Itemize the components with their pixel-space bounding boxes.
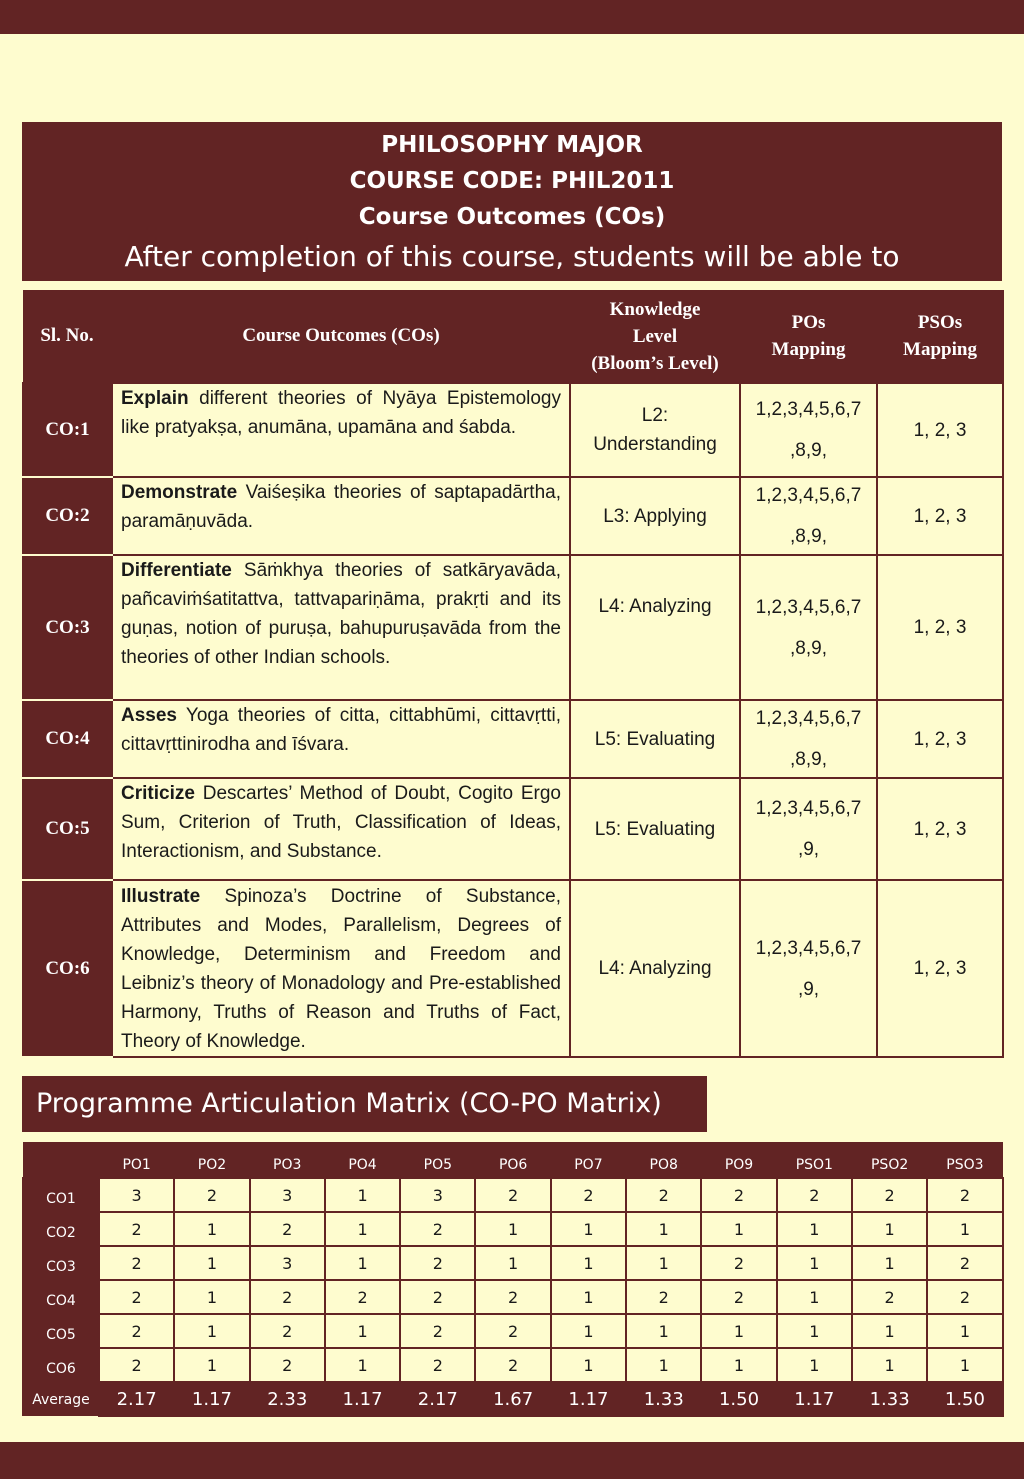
matrix-cell: 2 (927, 1178, 1002, 1212)
average-cell: 2.17 (400, 1382, 475, 1416)
psos-mapping: 1, 2, 3 (877, 383, 1003, 477)
average-cell: 1.17 (551, 1382, 626, 1416)
matrix-column-header: PO6 (475, 1142, 550, 1178)
matrix-cell: 2 (400, 1280, 475, 1314)
matrix-cell: 1 (701, 1314, 776, 1348)
section-intro: After completion of this course, students will be able to (124, 240, 900, 273)
matrix-cell: 2 (551, 1178, 626, 1212)
matrix-cell: 1 (852, 1314, 927, 1348)
header-psos-line1: PSOs (917, 312, 963, 333)
matrix-cell: 2 (99, 1212, 174, 1246)
table-row (23, 477, 1003, 555)
matrix-cell: 2 (777, 1178, 852, 1212)
average-cell: 1.67 (475, 1382, 550, 1416)
psos-mapping: 1, 2, 3 (877, 778, 1003, 880)
matrix-cell: 2 (400, 1212, 475, 1246)
co-text: Yoga theories of citta, cittabhūmi, cittavṛtti, cittavṛttinirodha and īśvara. (121, 705, 561, 755)
matrix-cell: 1 (475, 1246, 550, 1280)
matrix-cell: 1 (325, 1246, 400, 1280)
average-cell: 1.50 (701, 1382, 776, 1416)
matrix-row-label: CO2 (23, 1212, 99, 1246)
top-band (0, 0, 1024, 34)
pos-mapping (740, 477, 877, 555)
pos-line1: 1,2,3,4,5,6,7 (755, 399, 862, 420)
matrix-row (23, 1178, 1003, 1212)
co-text: Vaiśeṣika theories of saptapadārtha, paramāṇuvāda. (121, 482, 561, 532)
page-header (22, 122, 1002, 281)
knowledge-level: L3: Applying (570, 477, 740, 555)
matrix-cell: 1 (325, 1348, 400, 1382)
co-verb: Illustrate (121, 886, 201, 907)
pos-mapping (740, 778, 877, 880)
matrix-cell: 1 (325, 1314, 400, 1348)
section-title: Course Outcomes (COs) (358, 204, 666, 230)
table-row (23, 778, 1003, 880)
matrix-column-header: PSO1 (777, 1142, 852, 1178)
matrix-cell: 2 (626, 1178, 701, 1212)
matrix-cell: 1 (777, 1246, 852, 1280)
matrix-cell: 2 (852, 1280, 927, 1314)
co-number: CO:3 (23, 555, 112, 700)
matrix-cell: 1 (174, 1348, 249, 1382)
header-psos-line2: Mapping (903, 339, 977, 360)
matrix-cell: 2 (475, 1314, 550, 1348)
matrix-cell: 1 (551, 1280, 626, 1314)
matrix-cell: 1 (852, 1246, 927, 1280)
knowledge-level: L2: Understanding (570, 383, 740, 477)
matrix-cell: 2 (475, 1280, 550, 1314)
header-knowledge-level (570, 290, 740, 383)
table-row (23, 700, 1003, 778)
matrix-column-header: PO1 (99, 1142, 174, 1178)
co-number: CO:2 (23, 477, 112, 555)
table-row (23, 383, 1003, 477)
matrix-cell: 2 (927, 1280, 1002, 1314)
co-verb: Criticize (121, 783, 195, 804)
matrix-column-header: PO3 (250, 1142, 325, 1178)
matrix-cell: 1 (927, 1348, 1002, 1382)
co-description (112, 383, 570, 477)
matrix-cell: 1 (551, 1246, 626, 1280)
co-verb: Asses (121, 705, 177, 726)
matrix-cell: 1 (927, 1314, 1002, 1348)
co-verb: Demonstrate (121, 482, 238, 503)
matrix-cell: 1 (475, 1212, 550, 1246)
matrix-cell: 1 (777, 1314, 852, 1348)
co-description (112, 778, 570, 880)
matrix-row (23, 1212, 1003, 1246)
matrix-column-header: PO5 (400, 1142, 475, 1178)
matrix-cell: 2 (250, 1348, 325, 1382)
pos-mapping (740, 555, 877, 700)
pos-line2: ,9, (797, 839, 820, 860)
pos-line1: 1,2,3,4,5,6,7 (755, 596, 862, 618)
matrix-cell: 2 (400, 1348, 475, 1382)
co-number: CO:5 (23, 778, 112, 880)
matrix-cell: 2 (701, 1178, 776, 1212)
matrix-row-label: CO3 (23, 1246, 99, 1280)
matrix-column-header: PSO3 (927, 1142, 1002, 1178)
matrix-cell: 2 (250, 1212, 325, 1246)
pos-line1: 1,2,3,4,5,6,7 (755, 937, 862, 959)
matrix-column-header: PO8 (626, 1142, 701, 1178)
bottom-band (0, 1442, 1024, 1479)
matrix-column-header: PO4 (325, 1142, 400, 1178)
pos-mapping (740, 383, 877, 477)
co-number: CO:6 (23, 880, 112, 1057)
co-text: different theories of Nyāya Epistemology like pratyakṣa, anumāna, upamāna and śabda. (121, 388, 561, 438)
matrix-cell: 2 (400, 1314, 475, 1348)
header-pos-line1: POs (791, 312, 826, 333)
matrix-cell: 2 (174, 1178, 249, 1212)
co-text: Descartes’ Method of Doubt, Cogito Ergo Sum, Criterion of Truth, Classification of Ideas, Interactionism, and Substance. (121, 783, 561, 862)
average-cell: 1.17 (777, 1382, 852, 1416)
pos-line2: ,8,9, (790, 440, 827, 461)
matrix-title: Programme Articulation Matrix (CO-PO Matrix) (22, 1076, 707, 1132)
header-pos-mapping (740, 290, 877, 383)
psos-mapping: 1, 2, 3 (877, 880, 1003, 1057)
average-cell: 2.33 (250, 1382, 325, 1416)
matrix-cell: 1 (174, 1314, 249, 1348)
average-cell: 2.17 (99, 1382, 174, 1416)
knowledge-level: L5: Evaluating (570, 700, 740, 778)
matrix-column-header: PSO2 (852, 1142, 927, 1178)
table-row (23, 555, 1003, 700)
matrix-cell: 1 (701, 1348, 776, 1382)
matrix-cell: 1 (174, 1212, 249, 1246)
co-text: Spinoza’s Doctrine of Substance, Attributes and Modes, Parallelism, Degrees of Knowledge, Determinism and Freedom and Leibniz’s theory of Monadology and Pre-established Harmony, Truths of Reason and Truths of Fact, Theory of Knowledge. (121, 886, 561, 1052)
co-description (112, 555, 570, 700)
matrix-cell: 2 (400, 1246, 475, 1280)
matrix-cell: 1 (777, 1212, 852, 1246)
matrix-cell: 1 (626, 1348, 701, 1382)
matrix-cell: 2 (927, 1246, 1002, 1280)
matrix-cell: 1 (551, 1314, 626, 1348)
pos-line1: 1,2,3,4,5,6,7 (755, 798, 862, 819)
matrix-cell: 3 (250, 1178, 325, 1212)
pos-mapping (740, 700, 877, 778)
header-knowledge-line2: Level (632, 325, 678, 347)
matrix-row-label: CO5 (23, 1314, 99, 1348)
matrix-column-header: PO7 (551, 1142, 626, 1178)
matrix-row (23, 1348, 1003, 1382)
pos-mapping (740, 880, 877, 1057)
co-description (112, 880, 570, 1057)
pos-line1: 1,2,3,4,5,6,7 (755, 485, 862, 506)
matrix-cell: 1 (777, 1348, 852, 1382)
matrix-cell: 2 (99, 1280, 174, 1314)
matrix-cell: 2 (475, 1348, 550, 1382)
table-header-row (23, 290, 1003, 383)
matrix-cell: 1 (325, 1212, 400, 1246)
matrix-cell: 2 (250, 1280, 325, 1314)
matrix-row-label: CO4 (23, 1280, 99, 1314)
matrix-cell: 2 (475, 1178, 550, 1212)
matrix-corner (23, 1142, 99, 1178)
header-sl-no: Sl. No. (23, 290, 112, 383)
subject-title: PHILOSOPHY MAJOR (381, 132, 643, 158)
matrix-column-header: PO9 (701, 1142, 776, 1178)
knowledge-level: L4: Analyzing (570, 880, 740, 1057)
co-description (112, 477, 570, 555)
matrix-cell: 2 (626, 1280, 701, 1314)
matrix-cell: 1 (325, 1178, 400, 1212)
matrix-cell: 1 (626, 1212, 701, 1246)
average-cell: 1.50 (927, 1382, 1002, 1416)
header-course-outcomes: Course Outcomes (COs) (112, 290, 570, 383)
matrix-column-header: PO2 (174, 1142, 249, 1178)
matrix-average-row (23, 1382, 1003, 1416)
matrix-cell: 3 (250, 1246, 325, 1280)
matrix-cell: 1 (174, 1280, 249, 1314)
pos-line2: ,8,9, (790, 637, 827, 659)
psos-mapping: 1, 2, 3 (877, 555, 1003, 700)
pos-line2: ,8,9, (790, 526, 827, 547)
matrix-cell: 1 (777, 1280, 852, 1314)
matrix-cell: 2 (325, 1280, 400, 1314)
pos-line1: 1,2,3,4,5,6,7 (755, 708, 862, 729)
matrix-cell: 1 (852, 1348, 927, 1382)
matrix-cell: 1 (927, 1212, 1002, 1246)
header-knowledge-line3: (Bloom’s Level) (591, 352, 719, 374)
co-description (112, 700, 570, 778)
matrix-cell: 2 (99, 1348, 174, 1382)
co-number: CO:4 (23, 700, 112, 778)
matrix-row (23, 1314, 1003, 1348)
co-verb: Differentiate (121, 560, 232, 581)
matrix-cell: 1 (852, 1212, 927, 1246)
matrix-cell: 1 (626, 1314, 701, 1348)
header-pos-line2: Mapping (771, 339, 846, 360)
average-cell: 1.33 (852, 1382, 927, 1416)
matrix-cell: 2 (852, 1178, 927, 1212)
matrix-row-label: CO6 (23, 1348, 99, 1382)
matrix-cell: 3 (99, 1178, 174, 1212)
course-code: COURSE CODE: PHIL2011 (349, 168, 675, 194)
co-text: Sāṁkhya theories of satkāryavāda, pañcaviṁśatitattva, tattvapariṇāma, prakṛti and its guṇas, notion of puruṣa, bahupuruṣavāda from the theories of other Indian schools. (121, 560, 561, 668)
matrix-cell: 2 (701, 1246, 776, 1280)
header-psos-mapping (877, 290, 1003, 383)
matrix-cell: 1 (626, 1246, 701, 1280)
co-verb: Explain (121, 388, 189, 409)
pos-line2: ,8,9, (790, 749, 827, 770)
psos-mapping: 1, 2, 3 (877, 477, 1003, 555)
matrix-row (23, 1246, 1003, 1280)
table-row (23, 880, 1003, 1057)
average-cell: 1.33 (626, 1382, 701, 1416)
matrix-cell: 3 (400, 1178, 475, 1212)
average-cell: 1.17 (325, 1382, 400, 1416)
header-knowledge-line1: Knowledge (609, 298, 701, 320)
psos-mapping: 1, 2, 3 (877, 700, 1003, 778)
pos-line2: ,9, (797, 978, 820, 1000)
knowledge-level: L4: Analyzing (570, 555, 740, 700)
matrix-cell: 1 (551, 1348, 626, 1382)
matrix-cell: 1 (701, 1212, 776, 1246)
course-outcomes-table (22, 290, 1004, 1058)
co-po-matrix (22, 1142, 1004, 1417)
matrix-cell: 2 (99, 1246, 174, 1280)
matrix-cell: 2 (701, 1280, 776, 1314)
matrix-cell: 1 (174, 1246, 249, 1280)
matrix-cell: 2 (250, 1314, 325, 1348)
matrix-cell: 2 (99, 1314, 174, 1348)
matrix-row (23, 1280, 1003, 1314)
matrix-cell: 1 (551, 1212, 626, 1246)
co-number: CO:1 (23, 383, 112, 477)
average-cell: 1.17 (174, 1382, 249, 1416)
knowledge-level: L5: Evaluating (570, 778, 740, 880)
matrix-row-label: CO1 (23, 1178, 99, 1212)
matrix-header-row (23, 1142, 1003, 1178)
average-label: Average (23, 1382, 99, 1416)
